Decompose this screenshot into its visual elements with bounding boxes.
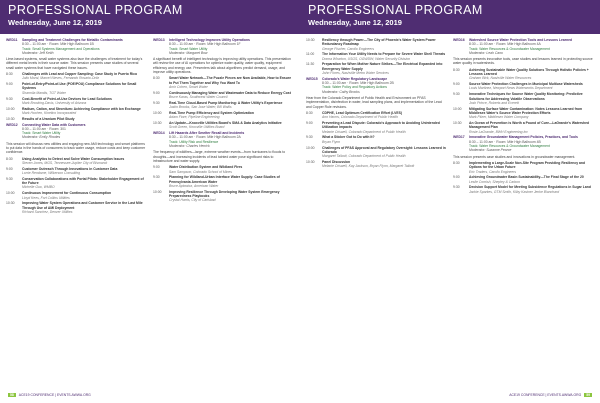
session-body <box>169 38 294 55</box>
page-footer <box>308 391 592 399</box>
presentation-title: Conservation Collaborations with Portal Pilots: Stakeholder Engagement of the Future <box>22 176 144 186</box>
presentation-item <box>153 175 294 188</box>
left-column-2 <box>153 38 294 385</box>
presentation-time: 9:30 <box>6 96 13 101</box>
presentation-body <box>22 201 147 214</box>
presentation-title: Challenges with Lead and Copper Sampling: Case Study in Puerto Rico <box>22 72 138 77</box>
presentation-authors: Justin Brooks, San Jose Water; Bill Wallis <box>169 105 232 110</box>
session-track: Track: Water Resources & Groundwater Management <box>469 46 550 51</box>
presentation-time: 10:00 <box>153 110 162 115</box>
presentation-body <box>469 68 594 81</box>
presentation-body <box>22 97 112 106</box>
presentation-body <box>169 121 282 130</box>
session-body <box>169 131 294 148</box>
presentation-authors: Steven Jones, MGS, Tennessee-Jupiter City of Bismarck <box>22 160 108 165</box>
session-room: 8:30 – 11:00 am · Room: 301 <box>22 126 66 131</box>
session-room: 8:30 – 11:00 am · Room: Mile High Ballroom 2B <box>322 81 394 86</box>
session-code: WED11 <box>6 38 18 42</box>
presentation-authors: Donna Wharton, USGS, OGWDW; Water Security Division <box>322 56 411 61</box>
session-room: 8:30 – 11:00 am · Room: Mile High Ballroom 1B <box>22 42 94 47</box>
presentation-body <box>322 135 375 144</box>
session-room: 8:30 – 11:00 am · Room: Mile High Ballroom 2A <box>169 135 241 140</box>
presentation-time: 10:30 <box>453 121 462 126</box>
presentation-body <box>322 146 447 159</box>
session-code: WED12 <box>6 122 18 127</box>
presentation-authors: George Fischer, Carollo Engineers <box>322 46 375 51</box>
session-moderator: Moderator: Jeff Keith <box>22 50 54 55</box>
presentation-time: 10:00 <box>306 145 315 150</box>
presentation-item <box>153 111 294 120</box>
presentation-title: CDPHE, Lead Optimum Certification Effort (LVES) <box>322 110 402 115</box>
session-block <box>6 38 147 55</box>
session-room: 8:30 – 11:00 am · Room: Mile High Ballroom 4A <box>469 42 541 47</box>
session-block <box>6 123 147 140</box>
presentation-time: 8:30 <box>306 110 313 115</box>
session-code: WED15 <box>306 76 318 81</box>
presentation-time: 9:30 <box>453 185 460 190</box>
session-track: Track: Water Resources & Groundwater Management <box>469 144 550 149</box>
session-description: Hear from the Colorado Department of Public Health and Environment on PFAS implementation, disinfection in water, lead sampling plans, and implementation of the Lead and Copper Rule revisions. <box>306 96 442 109</box>
presentation-item <box>153 121 294 130</box>
presentation-title: Achieving Sustainable Water Quality Solutions Through Holistic Policies + Lessons Learned <box>469 67 589 77</box>
presentation-body <box>22 167 117 176</box>
session-title: Connecting Water Data with Customers <box>22 122 86 127</box>
presentation-body <box>169 76 294 89</box>
presentation-time: 9:00 <box>6 82 13 87</box>
presentation-body <box>469 121 594 134</box>
presentation-title: Customer Outreach Through Innovations in Customer Data <box>22 166 118 171</box>
session-track: Track: Smart Water Utility <box>22 131 61 136</box>
presentation-item <box>453 161 594 174</box>
session-moderator: Moderator: Leah Cano <box>469 50 503 55</box>
program-title: PROFESSIONAL PROGRAM <box>8 3 183 17</box>
session-code: WED17 <box>453 135 465 140</box>
session-block <box>453 135 594 152</box>
session-code: WED16 <box>453 38 465 42</box>
presentation-title: Real-Time Cloud-Based Pump Monitoring: A Water Utility's Experience <box>169 100 283 105</box>
session-block <box>153 131 294 148</box>
presentation-title: What a Sticker Got to Do with It? <box>322 135 375 140</box>
presentation-title: Preventing a Lead Dispute: Colorado's Approach to Avoiding Unintended Utilization Impacts <box>322 121 440 130</box>
presentation-title: Using Analytics to Detect and Solve Water Consumption Issues <box>22 156 125 161</box>
right-column-1 <box>306 38 447 385</box>
presentation-title: An Update—Knoxville Utilities Board's SMA & Data Analytics Initiative <box>169 121 282 126</box>
presentation-time: 8:30 <box>6 72 13 77</box>
presentation-authors: Adam Fiore, Pipeline Engineering <box>169 115 220 120</box>
presentation-time: 9:30 <box>306 135 313 140</box>
presentation-time: 9:00 <box>153 165 160 170</box>
session-body <box>22 38 147 55</box>
session-track: Track: Utility Risk and Resilience <box>169 139 219 144</box>
presentation-title: Mitigating Surface Water Contamination: Notes Lessons Learned from Middlesex Water's Source Water Protection Efforts <box>469 106 583 115</box>
presentation-item <box>6 97 147 106</box>
session-body <box>322 77 447 94</box>
session-title: Intelligent Technology Improves Utility Operations <box>169 38 250 42</box>
presentation-title: Achieving Groundwater Basin Sustainability—The Final Stage of the 20 <box>469 175 584 180</box>
presentation-body <box>322 111 402 120</box>
presentation-authors: Mark Brooking-Davis, University of Arizona <box>22 100 87 105</box>
presentation-authors: Margaret Talbott, Colorado Department of Public Health <box>322 154 406 159</box>
session-block <box>453 38 594 55</box>
presentation-title: Continuously Managing Water and Wastewater Data to Reduce Energy Cost <box>169 90 291 95</box>
presentation-item <box>6 191 147 200</box>
session-description: This session presents case studies and innovations in groundwater management. <box>453 154 576 159</box>
page-number: 59 <box>586 393 590 397</box>
presentation-body <box>469 107 594 120</box>
program-title: PROFESSIONAL PROGRAM <box>308 3 483 17</box>
presentation-body <box>22 191 111 200</box>
presentation-body <box>322 160 414 169</box>
presentation-authors: Scott Green, Knoxville Utilities Board <box>169 125 225 130</box>
presentation-time: 9:00 <box>306 121 313 126</box>
presentation-body <box>322 38 447 51</box>
presentation-body <box>169 91 291 100</box>
presentation-authors: Michelle Guo, WMBO <box>22 185 55 190</box>
presentation-body <box>22 72 137 81</box>
presentation-item <box>306 111 447 120</box>
session-moderator: Moderator: Suzanne Pearce <box>469 148 512 153</box>
page-header <box>0 0 300 34</box>
session-block <box>153 38 294 55</box>
presentation-item <box>6 117 147 121</box>
session-body <box>469 135 594 152</box>
session-code: WED14 <box>153 131 165 136</box>
presentation-time: 10:30 <box>6 116 15 121</box>
presentation-item <box>453 121 594 134</box>
presentation-item <box>453 68 594 81</box>
presentation-title: Water Distribution System and Wildland Fires <box>169 165 243 170</box>
presentation-authors: Melanie Criswell, Colorado Department of Public Health <box>322 129 406 134</box>
presentation-body <box>22 107 141 116</box>
session-track: Track: Small Systems Management and Operations <box>22 46 100 51</box>
presentation-authors: Rosie LaGrande, BWH Engineering Inc <box>469 129 528 134</box>
presentation-item <box>306 160 447 169</box>
presentation-authors: Lorrie Rendome, Wilkerson Consulting <box>22 171 81 176</box>
presentation-title: Implementing a Large-Scale Non-Site Program Providing Resiliency and Options for the Urban Future <box>469 160 586 170</box>
session-title: Watershed Source Water Protection Tools and Lessons Learned <box>469 38 573 42</box>
session-moderator: Moderator: Cathy Brooks <box>322 89 360 94</box>
session-moderator: Moderator: Charles Herrick <box>169 144 210 149</box>
presentation-time: 11:30 <box>306 62 315 67</box>
session-description: This session will discuss new utilities and engaging new AMI technology and smart platforms to put data in the hands of consumers to track water usage, reduce costs and keep customer confidence. <box>6 141 146 155</box>
presentation-title: Radium, Cation, and Strontium: Achieving Compliance with Ion Exchange <box>22 106 141 111</box>
presentation-item <box>6 157 147 166</box>
presentation-body <box>469 82 583 91</box>
presentation-title: Innovative Techniques for Source Water Quality Monitoring: Predictive Solutions for Addressing Volatile Observations <box>469 92 583 101</box>
presentation-item <box>453 92 594 105</box>
right-column-2 <box>453 38 594 385</box>
presentation-title: Cost-Benefit of Point-of-Use Devices for Lead Solutions <box>22 96 112 101</box>
presentation-body <box>469 175 584 184</box>
presentation-body <box>22 177 147 190</box>
presentation-authors: Ann Harms, Colorado Department of Public Health <box>322 115 398 120</box>
session-body <box>22 123 147 140</box>
presentation-authors: Bryan Flynn <box>322 139 341 144</box>
presentation-item <box>153 76 294 89</box>
presentation-title: Planning for Wildland-Urban Interface Water Supply: Case Studies of Pennsylvania American Water <box>169 175 280 184</box>
presentation-title: Point-of-Entry/Point-of-Use (POE/POU) Compliance Solutions for Small Systems <box>22 82 137 91</box>
presentation-body <box>322 121 447 134</box>
presentation-body <box>469 185 591 194</box>
presentation-authors: Bruce Karas, Southwest Water Council <box>169 95 228 100</box>
presentation-item <box>6 167 147 176</box>
page-header <box>300 0 600 34</box>
presentation-item <box>153 165 294 174</box>
presentation-authors: Mark Hochen, Kinetico Incorporated <box>22 110 77 115</box>
session-description: This session presents innovative tools, case studies and lessons learned in protecting source water quality in watersheds. <box>453 57 593 66</box>
presentation-authors: Mark Pitzer, Middlesex Water Company <box>469 115 529 120</box>
presentation-authors: Josh Prince, Roberts and Everett <box>469 100 519 105</box>
presentation-title: Panel Discussion <box>322 159 351 164</box>
session-room: 8:30 – 11:00 am · Room: Mile High Ballroom 1F <box>169 42 241 47</box>
presentation-item <box>453 107 594 120</box>
presentation-time: 10:30 <box>153 121 162 126</box>
presentation-item <box>6 82 147 95</box>
presentation-authors: Sam Sampson, Colorado School of Mines <box>169 169 232 174</box>
presentation-title: Challenges of PFAS Approval and Regulatory Oversight: Lessons Learned in Colorado <box>322 145 446 154</box>
presentation-time: 8:30 <box>453 67 460 72</box>
presentation-body <box>169 190 294 203</box>
presentation-time: 11:00 <box>306 52 315 57</box>
presentation-time: 10:30 <box>306 159 315 164</box>
presentation-authors: Melanie Criswell, Kay Jackson, Bryan Flynn, Margaret Talbott <box>322 164 415 169</box>
presentation-title: Improving Resilience Through Developing Water System Emergency Preparedness Playbooks <box>169 189 280 198</box>
presentation-item <box>306 121 447 134</box>
presentation-authors: Leslie Cornish, Shepley & Carbon <box>469 179 520 184</box>
presentation-authors: Graham Bick, Nashville Water Resources <box>469 76 532 81</box>
presentation-item <box>153 91 294 100</box>
program-date: Wednesday, June 12, 2019 <box>308 18 402 27</box>
presentation-item <box>6 177 147 190</box>
right-page <box>300 0 600 403</box>
presentation-item <box>306 62 447 75</box>
presentation-item <box>153 190 294 203</box>
presentation-time: 10:00 <box>6 106 15 111</box>
session-room: 8:30 – 11:00 am · Room: Mile High Ballroom 4B <box>469 139 541 144</box>
presentation-item <box>453 175 594 184</box>
presentation-item <box>306 146 447 159</box>
session-block <box>306 77 447 94</box>
presentation-authors: Bruce Aptowicz, American Water <box>169 183 219 188</box>
presentation-body <box>169 111 254 120</box>
presentation-title: Improving Water System Operations and Customer Service in the Last Mile Through Use of AMI Deployment <box>22 201 143 210</box>
presentation-time: 9:00 <box>453 175 460 180</box>
presentation-item <box>153 101 294 110</box>
presentation-authors: Lloyd Kees, Fort Collins Utilities <box>22 195 70 200</box>
presentation-item <box>306 38 447 51</box>
presentation-time: 9:30 <box>6 176 13 181</box>
presentation-authors: Crystal Harris, City of Carlsbad <box>169 198 216 203</box>
presentation-item <box>306 135 447 144</box>
session-moderator: Moderator: Margaret Bow <box>169 50 208 55</box>
presentation-item <box>6 107 147 116</box>
left-column-1 <box>6 38 147 385</box>
presentation-authors: Eric Traders, Carollo Engineers <box>469 169 517 174</box>
presentation-title: Resiliency through Power—The City of Phoenix's Water System Power Redundancy Roadmap <box>322 38 436 47</box>
presentation-authors: Louis Martinez, Newport News Waterworks Department <box>469 86 553 91</box>
presentation-body <box>22 82 147 95</box>
page-footer <box>8 391 292 399</box>
presentation-body <box>169 101 282 110</box>
session-title: Innovative Groundwater Management Policies, Practices, and Tools <box>469 135 578 140</box>
presentation-title: Source Water Protection Challenges in Municipal Multiuse Watersheds <box>469 82 583 87</box>
session-code: WED13 <box>153 38 165 42</box>
presentation-item <box>306 52 447 61</box>
presentation-authors: Julio Moral, Marvel Nieves, Fernando Rosario-Ortiz <box>22 76 100 81</box>
presentation-authors: John Flores, Nashville Metro Water Services <box>322 71 389 76</box>
presentation-body <box>322 52 445 61</box>
session-track: Track: Water Policy and Regulatory Actions <box>322 85 387 90</box>
presentation-title: Smart Water Network—The Puzzle Pieces are Now Available, How to Ensure to Put Them Together and Why You Want To <box>169 76 292 85</box>
session-description: Lime-based systems, small water systems also face the challenges of treatment for today's different metal levels in their source water. This session presents case studies of several small water systems that have navigated these issues. <box>6 57 143 70</box>
page-number: 58 <box>10 393 14 397</box>
presentation-item <box>453 82 594 91</box>
session-title: Colorado's Water Regulatory Landscape <box>322 76 388 81</box>
presentation-item <box>453 185 594 194</box>
presentation-body <box>469 161 594 174</box>
presentation-title: The Information Your Utility Needs to Prepare for Severe Water Shell Threats <box>322 52 446 57</box>
session-description: A significant benefit of intelligent technology is improving utility operations. This presentation will review the use of AI operations for optimize water quality, water quality, equipment efficiency and energy use. Presenters talk about algorithms predict demand, usage, and improve utility operations. <box>153 57 291 75</box>
presentation-time: 9:00 <box>453 82 460 87</box>
presentation-authors: Sharmila Mandis, TGT Water <box>22 90 66 95</box>
session-moderator: Moderator: Emily Rhodes <box>22 135 61 140</box>
presentation-authors: Jackie Sparkes, GTM Smith, Kilby Kastner Jenke Blanchard <box>469 189 560 194</box>
presentation-time: 9:30 <box>153 175 160 180</box>
presentation-title: Decision Support Model for Meeting Subsidence Regulations in Sugar Land <box>469 185 591 190</box>
presentation-authors: Amir Cohen, Smart Water <box>169 84 208 89</box>
session-title: Sampling and Treatment Challenges for Metallic Contaminants <box>22 38 123 42</box>
presentation-time: 9:30 <box>153 100 160 105</box>
presentation-body <box>469 92 594 105</box>
presentation-item <box>6 72 147 81</box>
presentation-body <box>22 157 124 166</box>
presentation-time: 10:00 <box>153 189 162 194</box>
presentation-time: 8:30 <box>153 76 160 81</box>
presentation-time: 10:00 <box>6 191 15 196</box>
presentation-time: 10:30 <box>306 38 315 42</box>
presentation-time: 10:30 <box>6 201 15 206</box>
presentation-title: Preparation for When Mother Nature Strikes—The Electrical Expanded into Emergency Water Supply <box>322 62 443 71</box>
session-title: Lift Hazards After Smelter Recall and Incidents <box>169 131 245 136</box>
presentation-body <box>169 175 294 188</box>
presentation-body <box>169 165 242 174</box>
presentation-title: An Ocean of Prevention is Worth a Pound of Cure—LaGrande's Watershed Management Plan <box>469 121 590 130</box>
presentation-time: 8:30 <box>453 160 460 165</box>
presentation-item <box>6 201 147 214</box>
presentation-title: Results of a Uranium Pilot Study <box>22 116 75 121</box>
presentation-time: 9:00 <box>153 90 160 95</box>
footer-text: ACE19 CONFERENCE | EVENTS.AWWA.ORG <box>18 393 91 397</box>
session-description: The frequency of wildfires—large, extreme weather events—from hurricanes to floods to droughts—and increasing incidents of lead tainted water pose significant risks to infrastructure and water supply. <box>153 150 286 163</box>
session-body <box>469 38 594 55</box>
session-track: Track: Smart Water Utility <box>169 46 208 51</box>
presentation-time: 10:00 <box>453 106 462 111</box>
footer-text: ACE19 CONFERENCE | EVENTS.AWWA.ORG <box>509 393 582 397</box>
presentation-body <box>322 62 447 75</box>
presentation-title: Continuous Improvement for Continuous Consumption <box>22 191 112 196</box>
presentation-body <box>22 117 75 121</box>
presentation-time: 8:30 <box>6 156 13 161</box>
presentation-time: 9:00 <box>6 166 13 171</box>
presentation-authors: Richard Sanchez, Denver Utilities <box>22 209 73 214</box>
program-date: Wednesday, June 12, 2019 <box>8 18 102 27</box>
presentation-time: 9:30 <box>453 92 460 97</box>
presentation-title: Real-Time Pump Efficiency and System Optimization <box>169 110 254 115</box>
